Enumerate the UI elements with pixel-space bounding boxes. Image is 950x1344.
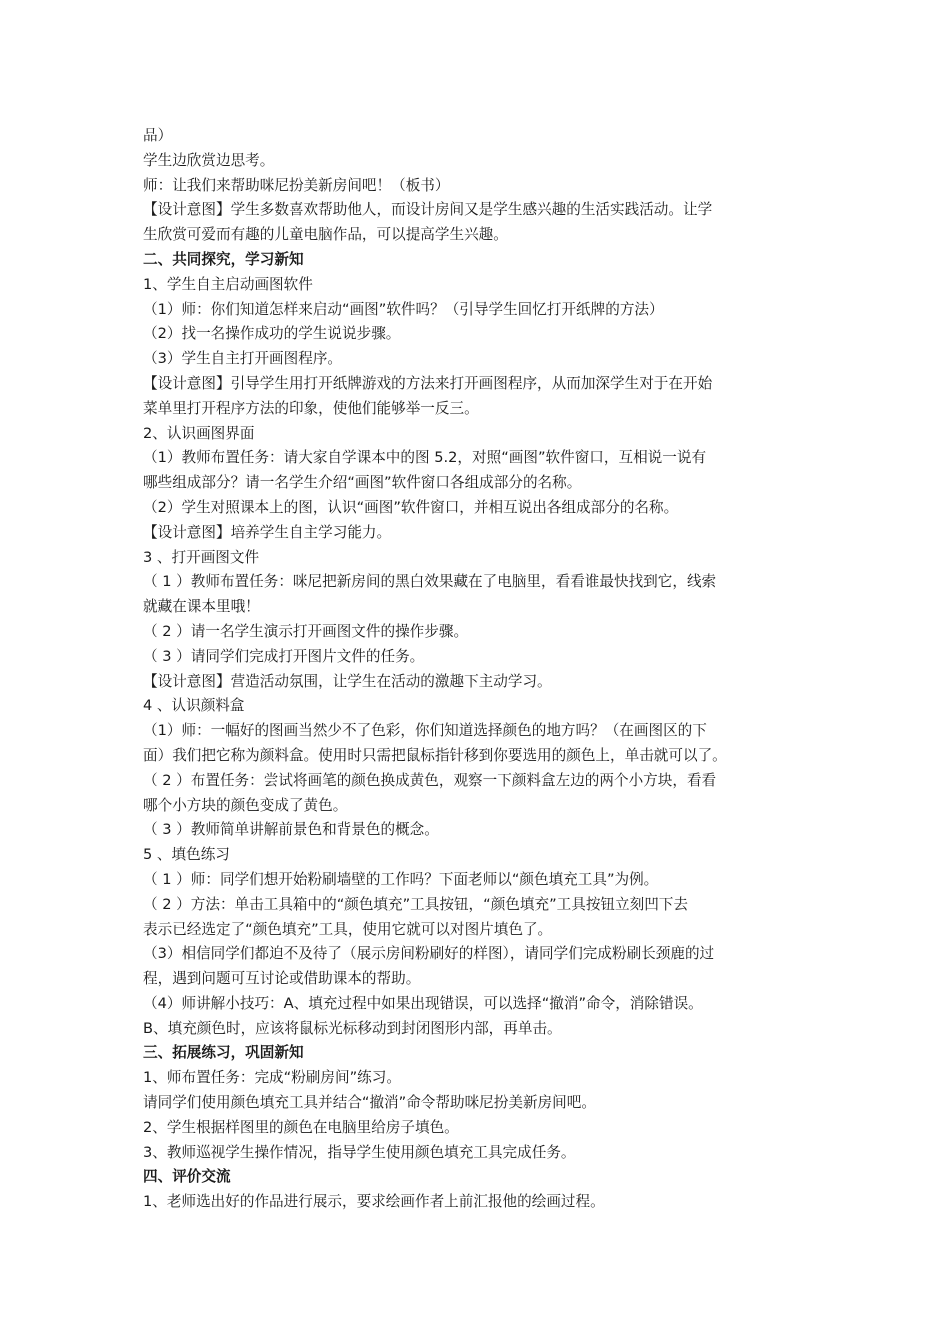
text-line: （ 1 ）师：同学们想开始粉刷墙壁的工作吗？下面老师以“颜色填充工具”为例。 [143,870,659,888]
document-body [143,124,823,1215]
text-line: B、填充颜色时，应该将鼠标光标移动到封闭图形内部，再单击。 [143,1019,562,1037]
text-line: 生欣赏可爱而有趣的儿童电脑作品，可以提高学生兴趣。 [143,226,508,244]
text-line: 3 、打开画图文件 [143,548,260,566]
text-line: 2、学生根据样图里的颜色在电脑里给房子填色。 [143,1118,459,1136]
text-line: 【设计意图】营造活动氛围，让学生在活动的激趣下主动学习。 [143,672,552,690]
text-line: （4）师讲解小技巧：A、填充过程中如果出现错误，可以选择“撤消”命令，消除错误。 [143,994,703,1012]
text-line: （1）教师布置任务：请大家自学课本中的图 5.2，对照“画图”软件窗口，互相说一说有 [143,449,707,467]
text-line: 1、师布置任务：完成“粉刷房间”练习。 [143,1069,401,1087]
text-line: （3）相信同学们都迫不及待了（展示房间粉刷好的样图），请同学们完成粉刷长颈鹿的过 [143,945,715,963]
text-line: 就藏在课本里哦！ [143,598,260,616]
text-line: 程，遇到问题可互讨论或借助课本的帮助。 [143,970,421,988]
text-line: （1）师：一幅好的图画当然少不了色彩，你们知道选择颜色的地方吗？（在画图区的下 [143,722,707,740]
text-line: （2）找一名操作成功的学生说说步骤。 [143,325,401,343]
text-line: （ 2 ）方法：单击工具箱中的“颜色填充”工具按钮，“颜色填充”工具按钮立刻凹下去 [143,895,688,913]
text-line: 请同学们使用颜色填充工具并结合“撤消”命令帮助咪尼扮美新房间吧。 [143,1094,596,1112]
text-line: （ 2 ）请一名学生演示打开画图文件的操作步骤。 [143,622,469,640]
text-line: 【设计意图】学生多数喜欢帮助他人，而设计房间又是学生感兴趣的生活实践活动。让学 [143,201,713,219]
section-heading: 四、评价交流 [143,1168,231,1186]
text-line: 哪些组成部分？请一名学生介绍“画图”软件窗口各组成部分的名称。 [143,474,582,492]
text-line: 菜单里打开程序方法的印象，使他们能够举一反三。 [143,399,479,417]
text-line: 4 、认识颜料盒 [143,697,245,715]
text-line: （ 3 ）请同学们完成打开图片文件的任务。 [143,647,425,665]
text-line: 表示已经选定了“颜色填充”工具，使用它就可以对图片填色了。 [143,920,553,938]
text-line: 1、学生自主启动画图软件 [143,275,313,293]
text-line: 2、认识画图界面 [143,424,255,442]
text-line: （ 2 ）布置任务：尝试将画笔的颜色换成黄色，观察一下颜料盒左边的两个小方块，看看 [143,771,717,789]
text-line: （3）学生自主打开画图程序。 [143,350,343,368]
section-heading: 二、共同探究，学习新知 [143,250,304,268]
text-line: 【设计意图】引导学生用打开纸牌游戏的方法来打开画图程序，从而加深学生对于在开始 [143,374,713,392]
text-line: （ 3 ）教师简单讲解前景色和背景色的概念。 [143,821,439,839]
text-line: 哪个小方块的颜色变成了黄色。 [143,796,348,814]
text-line: 5 、填色练习 [143,846,230,864]
text-line: 面）我们把它称为颜料盒。使用时只需把鼠标指针移到你要选用的颜色上，单击就可以了。 [143,746,727,764]
text-line: （ 1 ）教师布置任务：咪尼把新房间的黑白效果藏在了电脑里，看看谁最快找到它，线索 [143,573,717,591]
text-line: 1、老师选出好的作品进行展示，要求绘画作者上前汇报他的绘画过程。 [143,1193,605,1211]
text-line: 【设计意图】培养学生自主学习能力。 [143,523,392,541]
text-line: （2）学生对照课本上的图，认识“画图”软件窗口，并相互说出各组成部分的名称。 [143,498,679,516]
text-line: 品） [143,127,173,144]
text-line: （1）师：你们知道怎样来启动“画图”软件吗？（引导学生回忆打开纸牌的方法） [143,300,664,318]
text-line: 3、教师巡视学生操作情况，指导学生使用颜色填充工具完成任务。 [143,1143,576,1161]
text-line: 学生边欣赏边思考。 [143,151,275,169]
text-line: 师：让我们来帮助咪尼扮美新房间吧！（板书） [143,176,450,194]
section-heading: 三、拓展练习，巩固新知 [143,1044,304,1062]
